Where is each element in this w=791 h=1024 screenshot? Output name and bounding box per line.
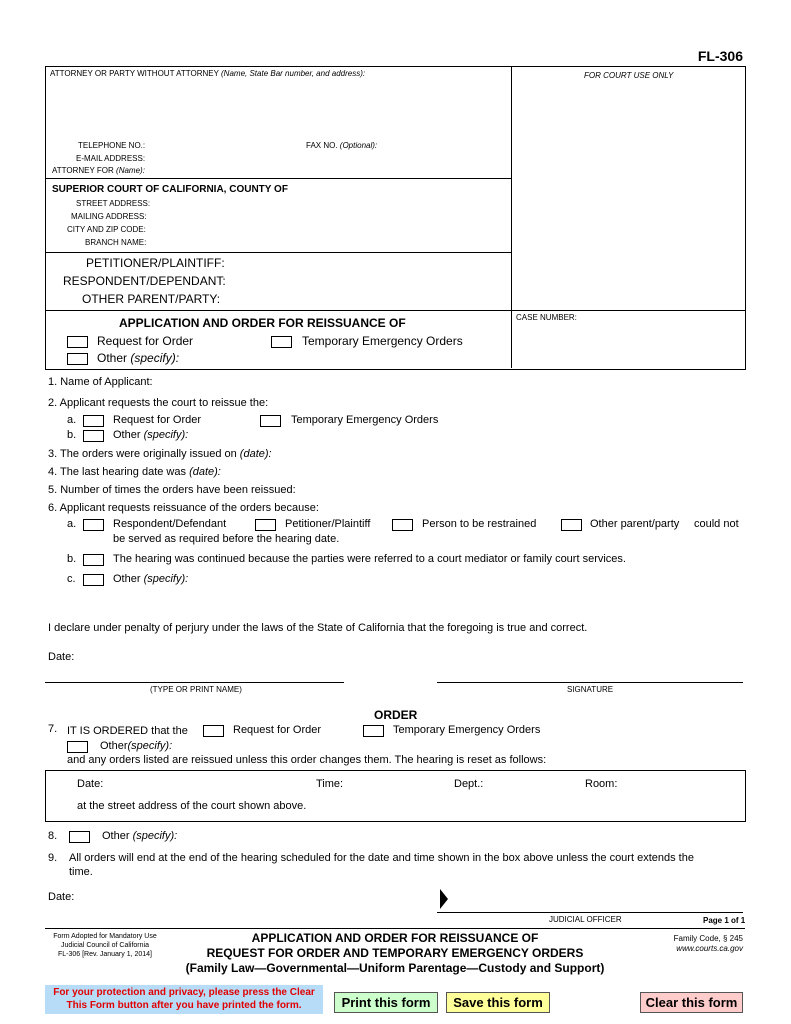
item-7-line: and any orders listed are reissued unless this order changes them. The hearing is reset as follows: xyxy=(67,754,547,766)
divider xyxy=(45,310,745,311)
branch-label: BRANCH NAME: xyxy=(85,238,147,247)
item-8-other-label: Other (specify): xyxy=(102,830,178,842)
notice-line-1: For your protection and privacy, please press the Clear xyxy=(53,987,315,998)
item-9-line1: All orders will end at the end of the hearing scheduled for the date and time shown in the box above unless the court extends the xyxy=(69,852,694,864)
case-number-label: CASE NUMBER: xyxy=(516,313,577,322)
item-2b-other-checkbox[interactable] xyxy=(83,430,104,442)
item-7-temp-checkbox[interactable] xyxy=(363,725,384,737)
item-6c-other-label: Other (specify): xyxy=(113,573,189,585)
item-6a-line2: be served as required before the hearing date. xyxy=(113,533,340,545)
footer-line xyxy=(45,928,745,929)
item-2a-temp-checkbox[interactable] xyxy=(260,415,281,427)
privacy-notice xyxy=(45,985,323,1014)
arrow-marker-icon xyxy=(440,889,448,909)
item-2: 2. Applicant requests the court to reissue the: xyxy=(48,397,269,409)
caption-divider xyxy=(511,66,512,368)
item-7-other-checkbox[interactable] xyxy=(67,741,88,753)
item-6a-person-checkbox[interactable] xyxy=(392,519,413,531)
fax-label: FAX NO. (Optional): xyxy=(306,141,378,150)
divider xyxy=(45,252,511,253)
item-1: 1. Name of Applicant: xyxy=(48,376,153,388)
item-6: 6. Applicant requests reissuance of the orders because: xyxy=(48,502,319,514)
footer-title xyxy=(160,931,630,976)
item-9-line2: time. xyxy=(69,866,93,878)
caption-other-label: Other (specify): xyxy=(97,351,180,365)
item-8-number: 8. xyxy=(48,830,58,842)
telephone-label: TELEPHONE NO.: xyxy=(78,141,146,150)
item-6a-could-not: could not xyxy=(694,518,739,530)
item-7-request-label: Request for Order xyxy=(233,724,322,736)
attorney-label: ATTORNEY OR PARTY WITHOUT ATTORNEY (Name, State Bar number, and address): xyxy=(50,69,366,78)
petitioner-label: PETITIONER/PLAINTIFF: xyxy=(86,256,225,270)
save-button[interactable]: Save this form xyxy=(446,992,550,1013)
city-zip-label: CITY AND ZIP CODE: xyxy=(67,225,146,234)
item-7-text: IT IS ORDERED that the xyxy=(67,725,188,737)
caption-request-label: Request for Order xyxy=(97,334,194,348)
footer-title-1: APPLICATION AND ORDER FOR REISSUANCE OF xyxy=(251,931,539,945)
item-6a-letter: a. xyxy=(67,518,77,530)
divider xyxy=(45,178,511,179)
hearing-address: at the street address of the court shown above. xyxy=(77,800,307,812)
notice-line-2: This Form button after you have printed the form. xyxy=(66,1000,302,1011)
judicial-label: JUDICIAL OFFICER xyxy=(549,915,622,924)
form-id: FL-306 xyxy=(697,48,743,64)
hearing-time-label: Time: xyxy=(316,778,344,790)
declaration: I declare under penalty of perjury under the laws of the State of California that the foregoing is true and correct. xyxy=(48,622,588,634)
caption-request-checkbox[interactable] xyxy=(67,336,88,348)
item-9-number: 9. xyxy=(48,852,58,864)
item-3: 3. The orders were originally issued on (date): xyxy=(48,448,272,460)
attorney-for-label: ATTORNEY FOR (Name): xyxy=(52,166,145,175)
item-6a-petitioner-checkbox[interactable] xyxy=(255,519,276,531)
item-6a-petitioner-label: Petitioner/Plaintiff xyxy=(285,518,371,530)
application-title: APPLICATION AND ORDER FOR REISSUANCE OF xyxy=(119,316,406,330)
item-6a-other-checkbox[interactable] xyxy=(561,519,582,531)
item-6a-other-label: Other parent/party xyxy=(590,518,680,530)
other-parent-label: OTHER PARENT/PARTY: xyxy=(82,292,221,306)
mailing-label: MAILING ADDRESS: xyxy=(71,212,147,221)
caption-temp-checkbox[interactable] xyxy=(271,336,292,348)
clear-button[interactable]: Clear this form xyxy=(640,992,743,1013)
caption-other-checkbox[interactable] xyxy=(67,353,88,365)
hearing-room-label: Room: xyxy=(585,778,618,790)
item-2b-letter: b. xyxy=(67,429,77,441)
printed-name-line xyxy=(45,682,344,683)
adopted-line-2: Judicial Council of California xyxy=(61,942,149,949)
item-6b-text: The hearing was continued because the parties were referred to a court mediator or family court services. xyxy=(113,553,626,565)
item-6b-letter: b. xyxy=(67,553,77,565)
hearing-dept-label: Dept.: xyxy=(454,778,484,790)
page-number: Page 1 of 1 xyxy=(703,916,746,925)
item-2a-request-checkbox[interactable] xyxy=(83,415,104,427)
code-block xyxy=(674,934,743,954)
item-6c-checkbox[interactable] xyxy=(83,574,104,586)
item-6b-checkbox[interactable] xyxy=(83,554,104,566)
item-6a-respondent-checkbox[interactable] xyxy=(83,519,104,531)
signature-label: SIGNATURE xyxy=(567,685,614,694)
courts-url: www.courts.ca.gov xyxy=(676,944,743,953)
order-date-label: Date: xyxy=(48,891,75,903)
footer-title-3: (Family Law—Governmental—Uniform Parentage—Custody and Support) xyxy=(185,961,605,975)
caption-temp-label: Temporary Emergency Orders xyxy=(302,334,463,348)
item-2a-request-label: Request for Order xyxy=(113,414,202,426)
item-2a-temp-label: Temporary Emergency Orders xyxy=(291,414,439,426)
item-7-temp-label: Temporary Emergency Orders xyxy=(393,724,541,736)
adopted-line-3: FL-306 [Rev. January 1, 2014] xyxy=(57,951,153,958)
item-7-request-checkbox[interactable] xyxy=(203,725,224,737)
item-2a-letter: a. xyxy=(67,414,77,426)
item-2b-other-label: Other (specify): xyxy=(113,429,189,441)
footer-title-2: REQUEST FOR ORDER AND TEMPORARY EMERGENCY ORDERS xyxy=(206,946,584,960)
item-6c-letter: c. xyxy=(67,573,76,585)
item-8-checkbox[interactable] xyxy=(69,831,90,843)
email-label: E-MAIL ADDRESS: xyxy=(76,154,146,163)
item-5: 5. Number of times the orders have been reissued: xyxy=(48,484,296,496)
hearing-date-label: Date: xyxy=(77,778,104,790)
code-ref: Family Code, § 245 xyxy=(673,934,743,943)
item-4: 4. The last hearing date was (date): xyxy=(48,466,221,478)
item-7-other-label: Other(specify): xyxy=(100,740,173,752)
print-button[interactable]: Print this form xyxy=(334,992,438,1013)
item-6a-respondent-label: Respondent/Defendant xyxy=(113,518,227,530)
court-use-label: FOR COURT USE ONLY xyxy=(584,71,674,80)
type-name-label: (TYPE OR PRINT NAME) xyxy=(150,685,242,694)
court-title: SUPERIOR COURT OF CALIFORNIA, COUNTY OF xyxy=(52,184,288,195)
item-7-number: 7. xyxy=(48,723,58,735)
respondent-label: RESPONDENT/DEPENDANT: xyxy=(63,274,226,288)
item-6a-person-label: Person to be restrained xyxy=(422,518,537,530)
signature-line xyxy=(437,682,743,683)
order-title: ORDER xyxy=(374,708,418,722)
judicial-line xyxy=(437,912,743,913)
adopted-line-1: Form Adopted for Mandatory Use xyxy=(53,933,157,940)
adopted-block xyxy=(45,932,165,959)
declaration-date-label: Date: xyxy=(48,651,75,663)
street-label: STREET ADDRESS: xyxy=(76,199,151,208)
hearing-box xyxy=(45,770,746,822)
